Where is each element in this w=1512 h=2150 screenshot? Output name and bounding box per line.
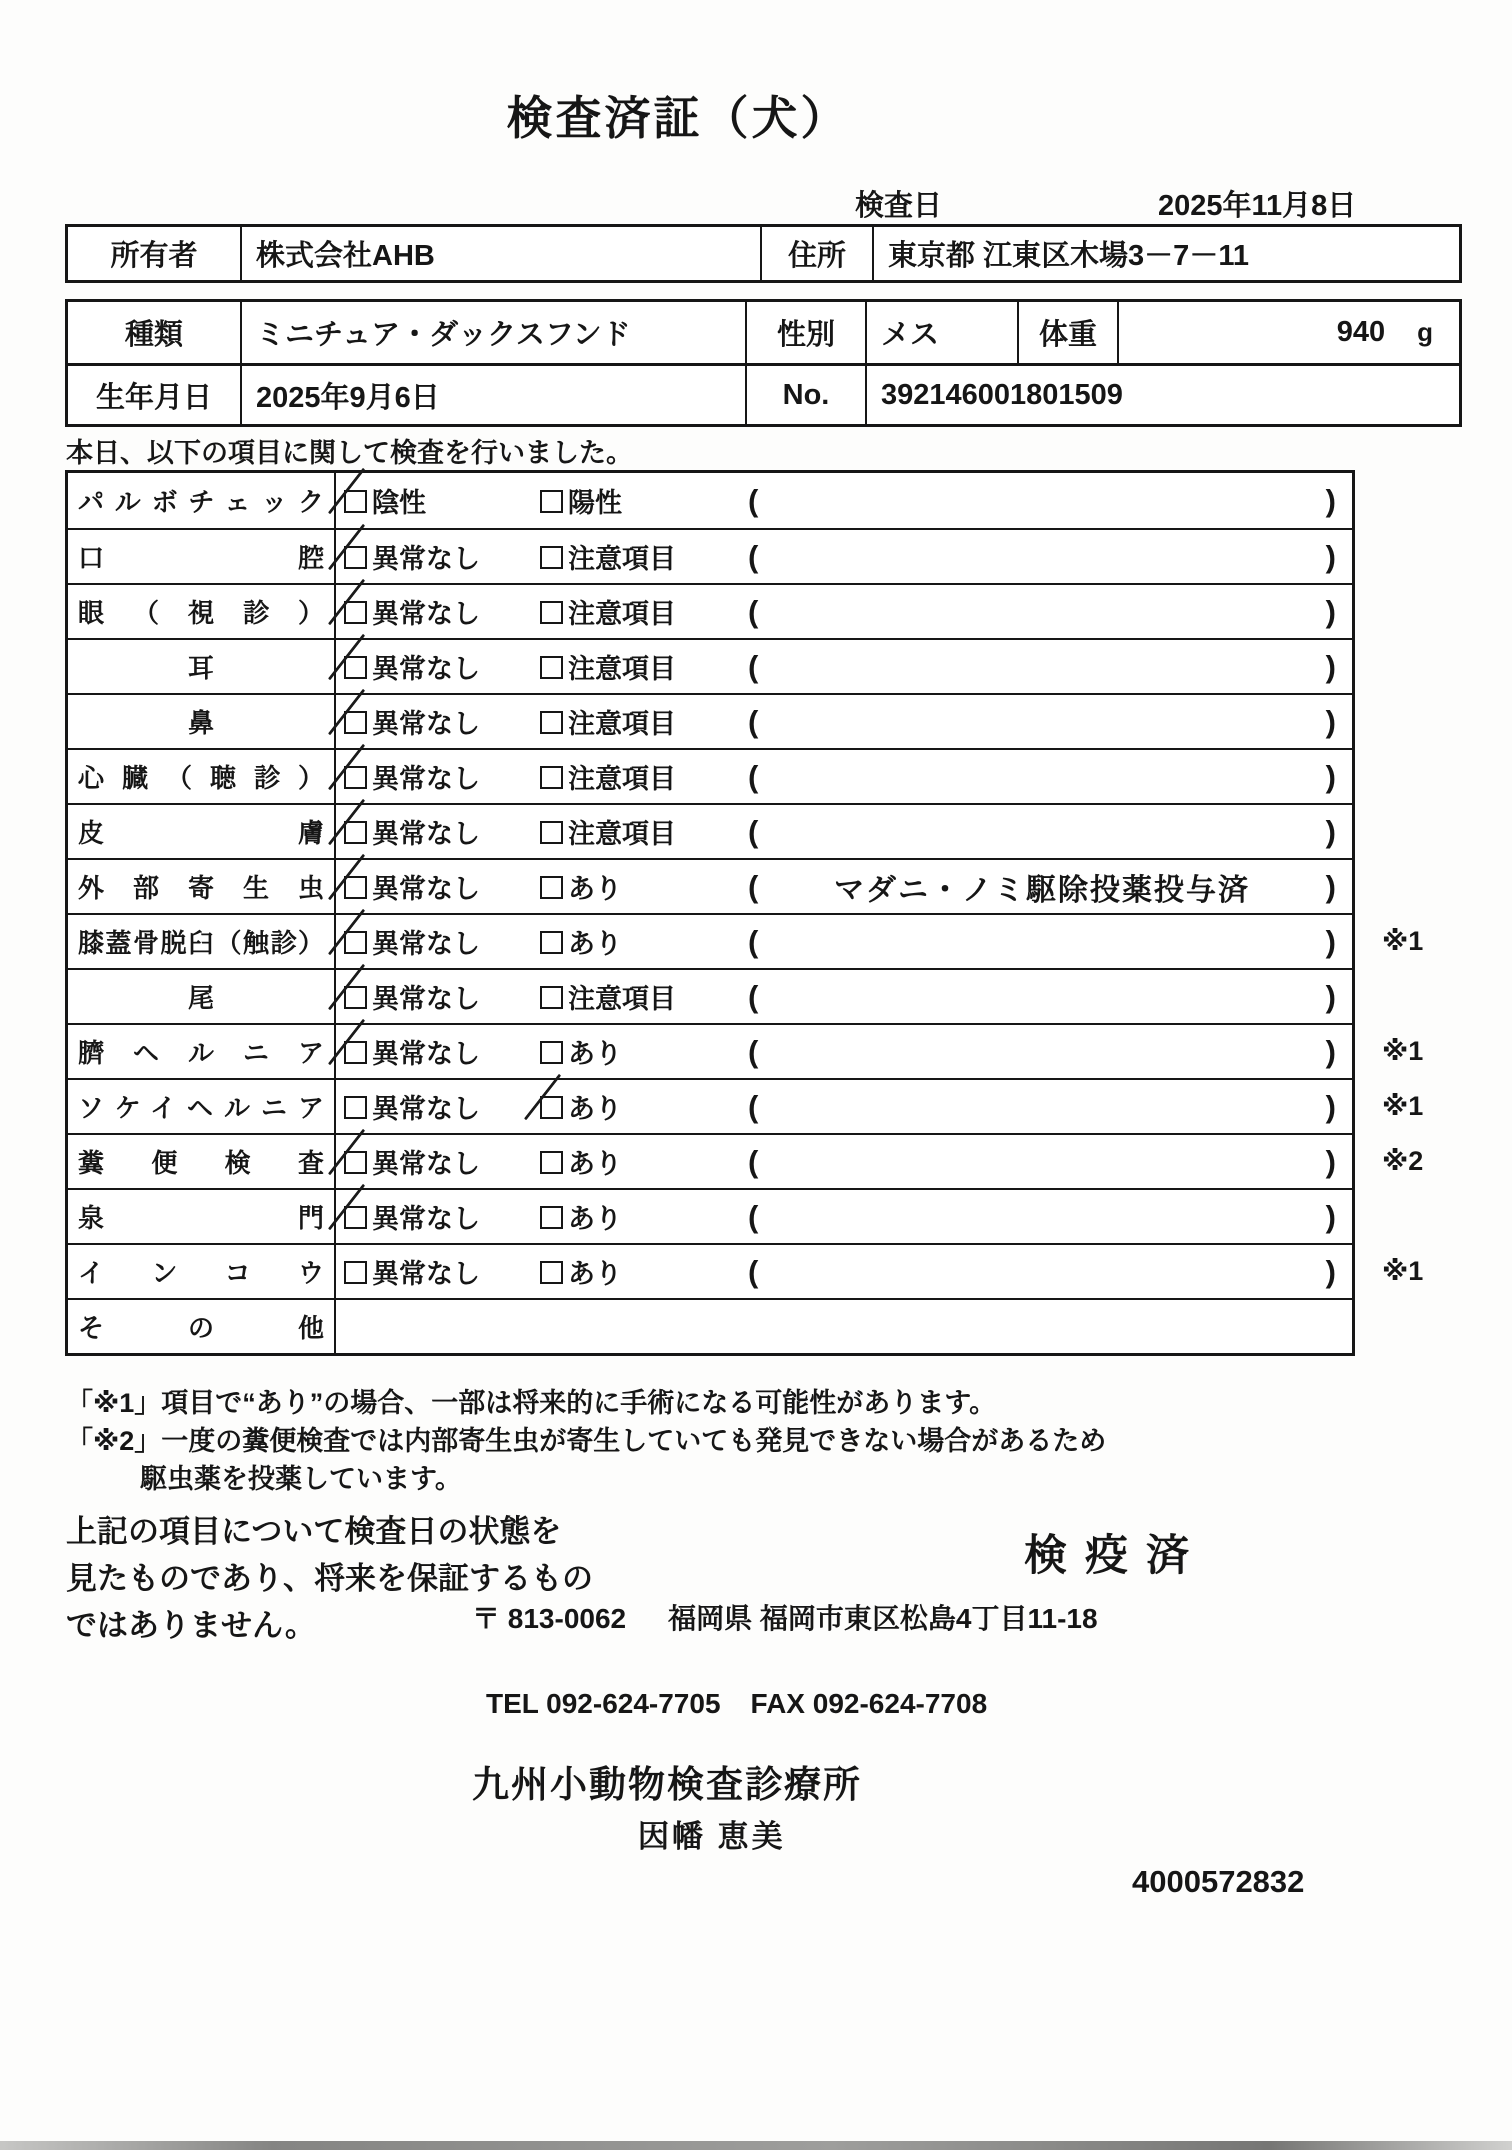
item-label: 外部寄生虫 [78, 873, 324, 903]
weight-label: 体重 [1017, 302, 1117, 363]
option1-checkbox [344, 766, 367, 789]
option1-label: 異常なし [372, 654, 480, 684]
table-row [68, 1188, 1352, 1243]
option2-label: あり [568, 1149, 622, 1179]
item-label-cell [68, 1245, 336, 1298]
item-content-cell [336, 970, 1352, 1023]
option1-checkbox [344, 601, 367, 624]
table-row [68, 693, 1352, 748]
inspection-table [65, 470, 1424, 1356]
option2-label: 注意項目 [568, 599, 676, 629]
paren-close: ) [1325, 648, 1336, 684]
table-row [68, 748, 1352, 803]
item-content-cell [336, 1300, 1352, 1353]
item-label: 耳 [187, 653, 214, 683]
option2-checkbox [540, 821, 563, 844]
pet-row-breed [68, 302, 1459, 363]
option2-label: 注意項目 [568, 984, 676, 1014]
clinic-name: 九州小動物検査診療所 [472, 1764, 862, 1805]
item-label: その他 [78, 1313, 324, 1343]
option1-label: 異常なし [372, 874, 480, 904]
option2-label: 注意項目 [568, 764, 676, 794]
option2-checkbox [540, 546, 563, 569]
birthdate-value: 2025年9月6日 [240, 366, 745, 424]
item-content-cell [336, 1245, 1352, 1298]
item-content-cell [336, 530, 1352, 583]
option1-label: 異常なし [372, 1204, 480, 1234]
clinic-address: 福岡県 福岡市東区松島4丁目11-18 [668, 1603, 1098, 1634]
remark-mark: ※1 [1382, 1256, 1424, 1286]
remark-mark [1368, 530, 1478, 583]
remark-mark [1368, 585, 1478, 638]
option2-checkbox [540, 1206, 563, 1229]
remark-mark [1368, 640, 1478, 693]
item-label: 口腔 [78, 543, 324, 573]
item-content-cell [336, 1135, 1352, 1188]
paren-close: ) [1325, 1253, 1336, 1289]
table-row [68, 858, 1352, 913]
option2-label: あり [568, 1259, 622, 1289]
remark-mark: ※1 [1382, 1091, 1424, 1121]
item-label-cell [68, 1190, 336, 1243]
scanner-edge-artifact [0, 2141, 1512, 2150]
disclaimer-line3: ではありません。 [66, 1608, 316, 1643]
footnotes [66, 1384, 1106, 1498]
paren-open: ( [748, 482, 759, 518]
item-content-cell [336, 750, 1352, 803]
paren-open: ( [748, 593, 759, 629]
item-label: インコウ [78, 1258, 324, 1288]
item-label: 尾 [187, 983, 214, 1013]
table-row [68, 1023, 1424, 1078]
paren-open: ( [748, 1198, 759, 1234]
table-row [68, 913, 1424, 968]
option1-checkbox [344, 986, 367, 1009]
item-label: 鼻 [187, 708, 214, 738]
clinic-postal-line [472, 1597, 1098, 1637]
paren-close: ) [1325, 1033, 1336, 1069]
option1-checkbox [344, 931, 367, 954]
table-row [68, 1298, 1352, 1353]
option2-label: あり [568, 1204, 622, 1234]
pet-row-birth [68, 363, 1459, 424]
option2-checkbox [540, 711, 563, 734]
pet-info-table [65, 299, 1462, 427]
remark-mark [1368, 695, 1478, 748]
remark-mark [1368, 805, 1478, 858]
quarantine-stamp: 検疫済 [1024, 1532, 1207, 1580]
paren-open: ( [748, 1088, 759, 1124]
table-row [68, 968, 1352, 1023]
item-label-cell [68, 1135, 336, 1188]
postal-code: 〒 813-0062 [472, 1603, 627, 1634]
footnote-2-line2: 駆虫薬を投薬しています。 [140, 1464, 462, 1494]
paren-open: ( [748, 648, 759, 684]
option2-checkbox [540, 601, 563, 624]
option1-checkbox [344, 876, 367, 899]
item-label-cell [68, 585, 336, 638]
paren-open: ( [748, 1253, 759, 1289]
paren-close: ) [1325, 813, 1336, 849]
item-content-cell [336, 860, 1352, 913]
disclaimer-line2: 見たものであり、将来を保証するもの [66, 1561, 593, 1596]
owner-name: 株式会社AHB [240, 227, 760, 280]
clinic-tel-line [486, 1688, 987, 1720]
remark-mark: ※1 [1382, 1036, 1424, 1066]
item-label-cell [68, 695, 336, 748]
inspection-date-label: 検査日 [855, 190, 943, 222]
tel-number: TEL 092-624-7705 [486, 1688, 721, 1719]
item-label-cell [68, 915, 336, 968]
item-label-cell [68, 970, 336, 1023]
item-content-cell [336, 805, 1352, 858]
option1-label: 異常なし [372, 819, 480, 849]
no-value: 392146001801509 [865, 366, 1459, 424]
item-label: 皮膚 [78, 818, 324, 848]
paren-open: ( [748, 1143, 759, 1179]
owner-address: 東京都 江東区木場3－7－11 [872, 227, 1459, 280]
item-label: 膝蓋骨脱臼（触診） [78, 928, 324, 958]
item-label-cell [68, 860, 336, 913]
option1-checkbox [344, 1096, 367, 1119]
option1-checkbox [344, 821, 367, 844]
item-label: 心臓（聴診） [78, 763, 324, 793]
item-label: 泉門 [78, 1203, 324, 1233]
option2-label: あり [568, 929, 622, 959]
option2-label: 陽性 [568, 488, 622, 518]
owner-label: 所有者 [110, 240, 198, 272]
birthdate-label: 生年月日 [95, 381, 212, 414]
remark-mark [1368, 1300, 1478, 1353]
option2-checkbox [540, 986, 563, 1009]
paren-open: ( [748, 538, 759, 574]
item-label: 臍ヘルニア [78, 1038, 324, 1068]
owner-address-label: 住所 [760, 227, 872, 280]
option1-checkbox [344, 546, 367, 569]
option2-label: 注意項目 [568, 654, 676, 684]
item-content-cell [336, 1190, 1352, 1243]
paren-open: ( [748, 758, 759, 794]
owner-row [68, 227, 1459, 280]
footnote-2-line1: 「※2」一度の糞便検査では内部寄生虫が寄生していても発見できない場合があるため [66, 1426, 1107, 1456]
paren-note: マダニ・ノミ駆除投薬投与済 [834, 873, 1250, 907]
paren-close: ) [1325, 593, 1336, 629]
remark-mark [1368, 970, 1478, 1023]
table-row [68, 473, 1352, 528]
paren-open: ( [748, 923, 759, 959]
item-label: 眼（視診） [78, 598, 324, 628]
remark-mark: ※2 [1382, 1146, 1424, 1176]
option1-checkbox [344, 711, 367, 734]
option2-checkbox [540, 876, 563, 899]
breed-label: 種類 [124, 319, 183, 351]
item-label: 糞便検査 [78, 1148, 324, 1178]
remark-mark: ※1 [1382, 926, 1424, 956]
option1-checkbox [344, 490, 367, 513]
item-label-cell [68, 530, 336, 583]
option2-label: 注意項目 [568, 544, 676, 574]
option1-label: 異常なし [372, 1149, 480, 1179]
table-row [68, 1243, 1424, 1298]
option2-label: 注意項目 [568, 709, 676, 739]
item-content-cell [336, 695, 1352, 748]
option2-checkbox [540, 490, 563, 513]
option1-checkbox [344, 656, 367, 679]
serial-number: 4000572832 [1132, 1864, 1305, 1899]
option1-label: 異常なし [372, 984, 480, 1014]
option1-label: 異常なし [372, 1094, 480, 1124]
breed-value: ミニチュア・ダックスフンド [240, 302, 745, 363]
option2-checkbox [540, 1096, 563, 1119]
paren-close: ) [1325, 978, 1336, 1014]
option2-label: あり [568, 874, 622, 904]
option2-checkbox [540, 766, 563, 789]
paren-open: ( [748, 703, 759, 739]
table-row [68, 803, 1352, 858]
paren-close: ) [1325, 538, 1336, 574]
paren-open: ( [748, 868, 759, 904]
paren-close: ) [1325, 868, 1336, 904]
item-label-cell [68, 640, 336, 693]
option2-label: あり [568, 1039, 622, 1069]
option2-label: あり [568, 1094, 622, 1124]
paren-close: ) [1325, 758, 1336, 794]
remark-mark [1368, 1190, 1478, 1243]
weight-unit: g [1417, 317, 1433, 347]
option2-checkbox [540, 931, 563, 954]
remark-mark [1368, 750, 1478, 803]
item-label-cell [68, 1025, 336, 1078]
item-content-cell [336, 1080, 1352, 1133]
option1-label: 異常なし [372, 1039, 480, 1069]
option2-label: 注意項目 [568, 819, 676, 849]
item-label-cell [68, 1080, 336, 1133]
footnote-1: 「※1」項目で“あり”の場合、一部は将来的に手術になる可能性があります。 [66, 1388, 997, 1418]
option1-label: 異常なし [372, 1259, 480, 1289]
paren-close: ) [1325, 1198, 1336, 1234]
item-content-cell [336, 1025, 1352, 1078]
owner-table [65, 224, 1462, 283]
paren-close: ) [1325, 1088, 1336, 1124]
paren-close: ) [1325, 1143, 1336, 1179]
inspection-date-value: 2025年11月8日 [1158, 190, 1357, 222]
paren-open: ( [748, 1033, 759, 1069]
weight-value: 940 [1336, 316, 1386, 348]
option1-checkbox [344, 1261, 367, 1284]
option1-checkbox [344, 1041, 367, 1064]
table-row [68, 1133, 1424, 1188]
paren-close: ) [1325, 482, 1336, 518]
item-label-cell [68, 1300, 336, 1353]
item-label: ソケイヘルニア [78, 1093, 324, 1123]
item-content-cell [336, 585, 1352, 638]
item-content-cell [336, 640, 1352, 693]
option1-label: 異常なし [372, 929, 480, 959]
option2-checkbox [540, 1261, 563, 1284]
veterinarian-name: 因幡 恵美 [638, 1819, 786, 1854]
remark-mark [1368, 473, 1478, 528]
table-row [68, 528, 1352, 583]
table-row [68, 1078, 1424, 1133]
option1-label: 異常なし [372, 709, 480, 739]
option2-checkbox [540, 1151, 563, 1174]
option1-checkbox [344, 1151, 367, 1174]
no-label: No. [745, 366, 865, 424]
item-content-cell [336, 473, 1352, 528]
paren-close: ) [1325, 703, 1336, 739]
sex-value: メス [865, 302, 1017, 363]
disclaimer-line1: 上記の項目について検査日の状態を [66, 1514, 562, 1549]
table-row [68, 583, 1352, 638]
item-label-cell [68, 750, 336, 803]
fax-number: FAX 092-624-7708 [750, 1688, 988, 1719]
paren-open: ( [748, 813, 759, 849]
table-row [68, 638, 1352, 693]
option1-label: 異常なし [372, 544, 480, 574]
page-title: 検査済証（犬） [506, 92, 850, 144]
remark-mark [1368, 860, 1478, 913]
item-label: パルボチェック [78, 487, 324, 517]
item-label-cell [68, 805, 336, 858]
item-content-cell [336, 915, 1352, 968]
option1-label: 異常なし [372, 764, 480, 794]
sex-label: 性別 [745, 302, 865, 363]
option1-label: 異常なし [372, 599, 480, 629]
paren-open: ( [748, 978, 759, 1014]
option1-label: 陰性 [372, 488, 426, 518]
option2-checkbox [540, 1041, 563, 1064]
option1-checkbox [344, 1206, 367, 1229]
intro-text: 本日、以下の項目に関して検査を行いました。 [66, 438, 633, 468]
weight-cell [1117, 302, 1459, 363]
option2-checkbox [540, 656, 563, 679]
item-label-cell [68, 473, 336, 528]
paren-close: ) [1325, 923, 1336, 959]
